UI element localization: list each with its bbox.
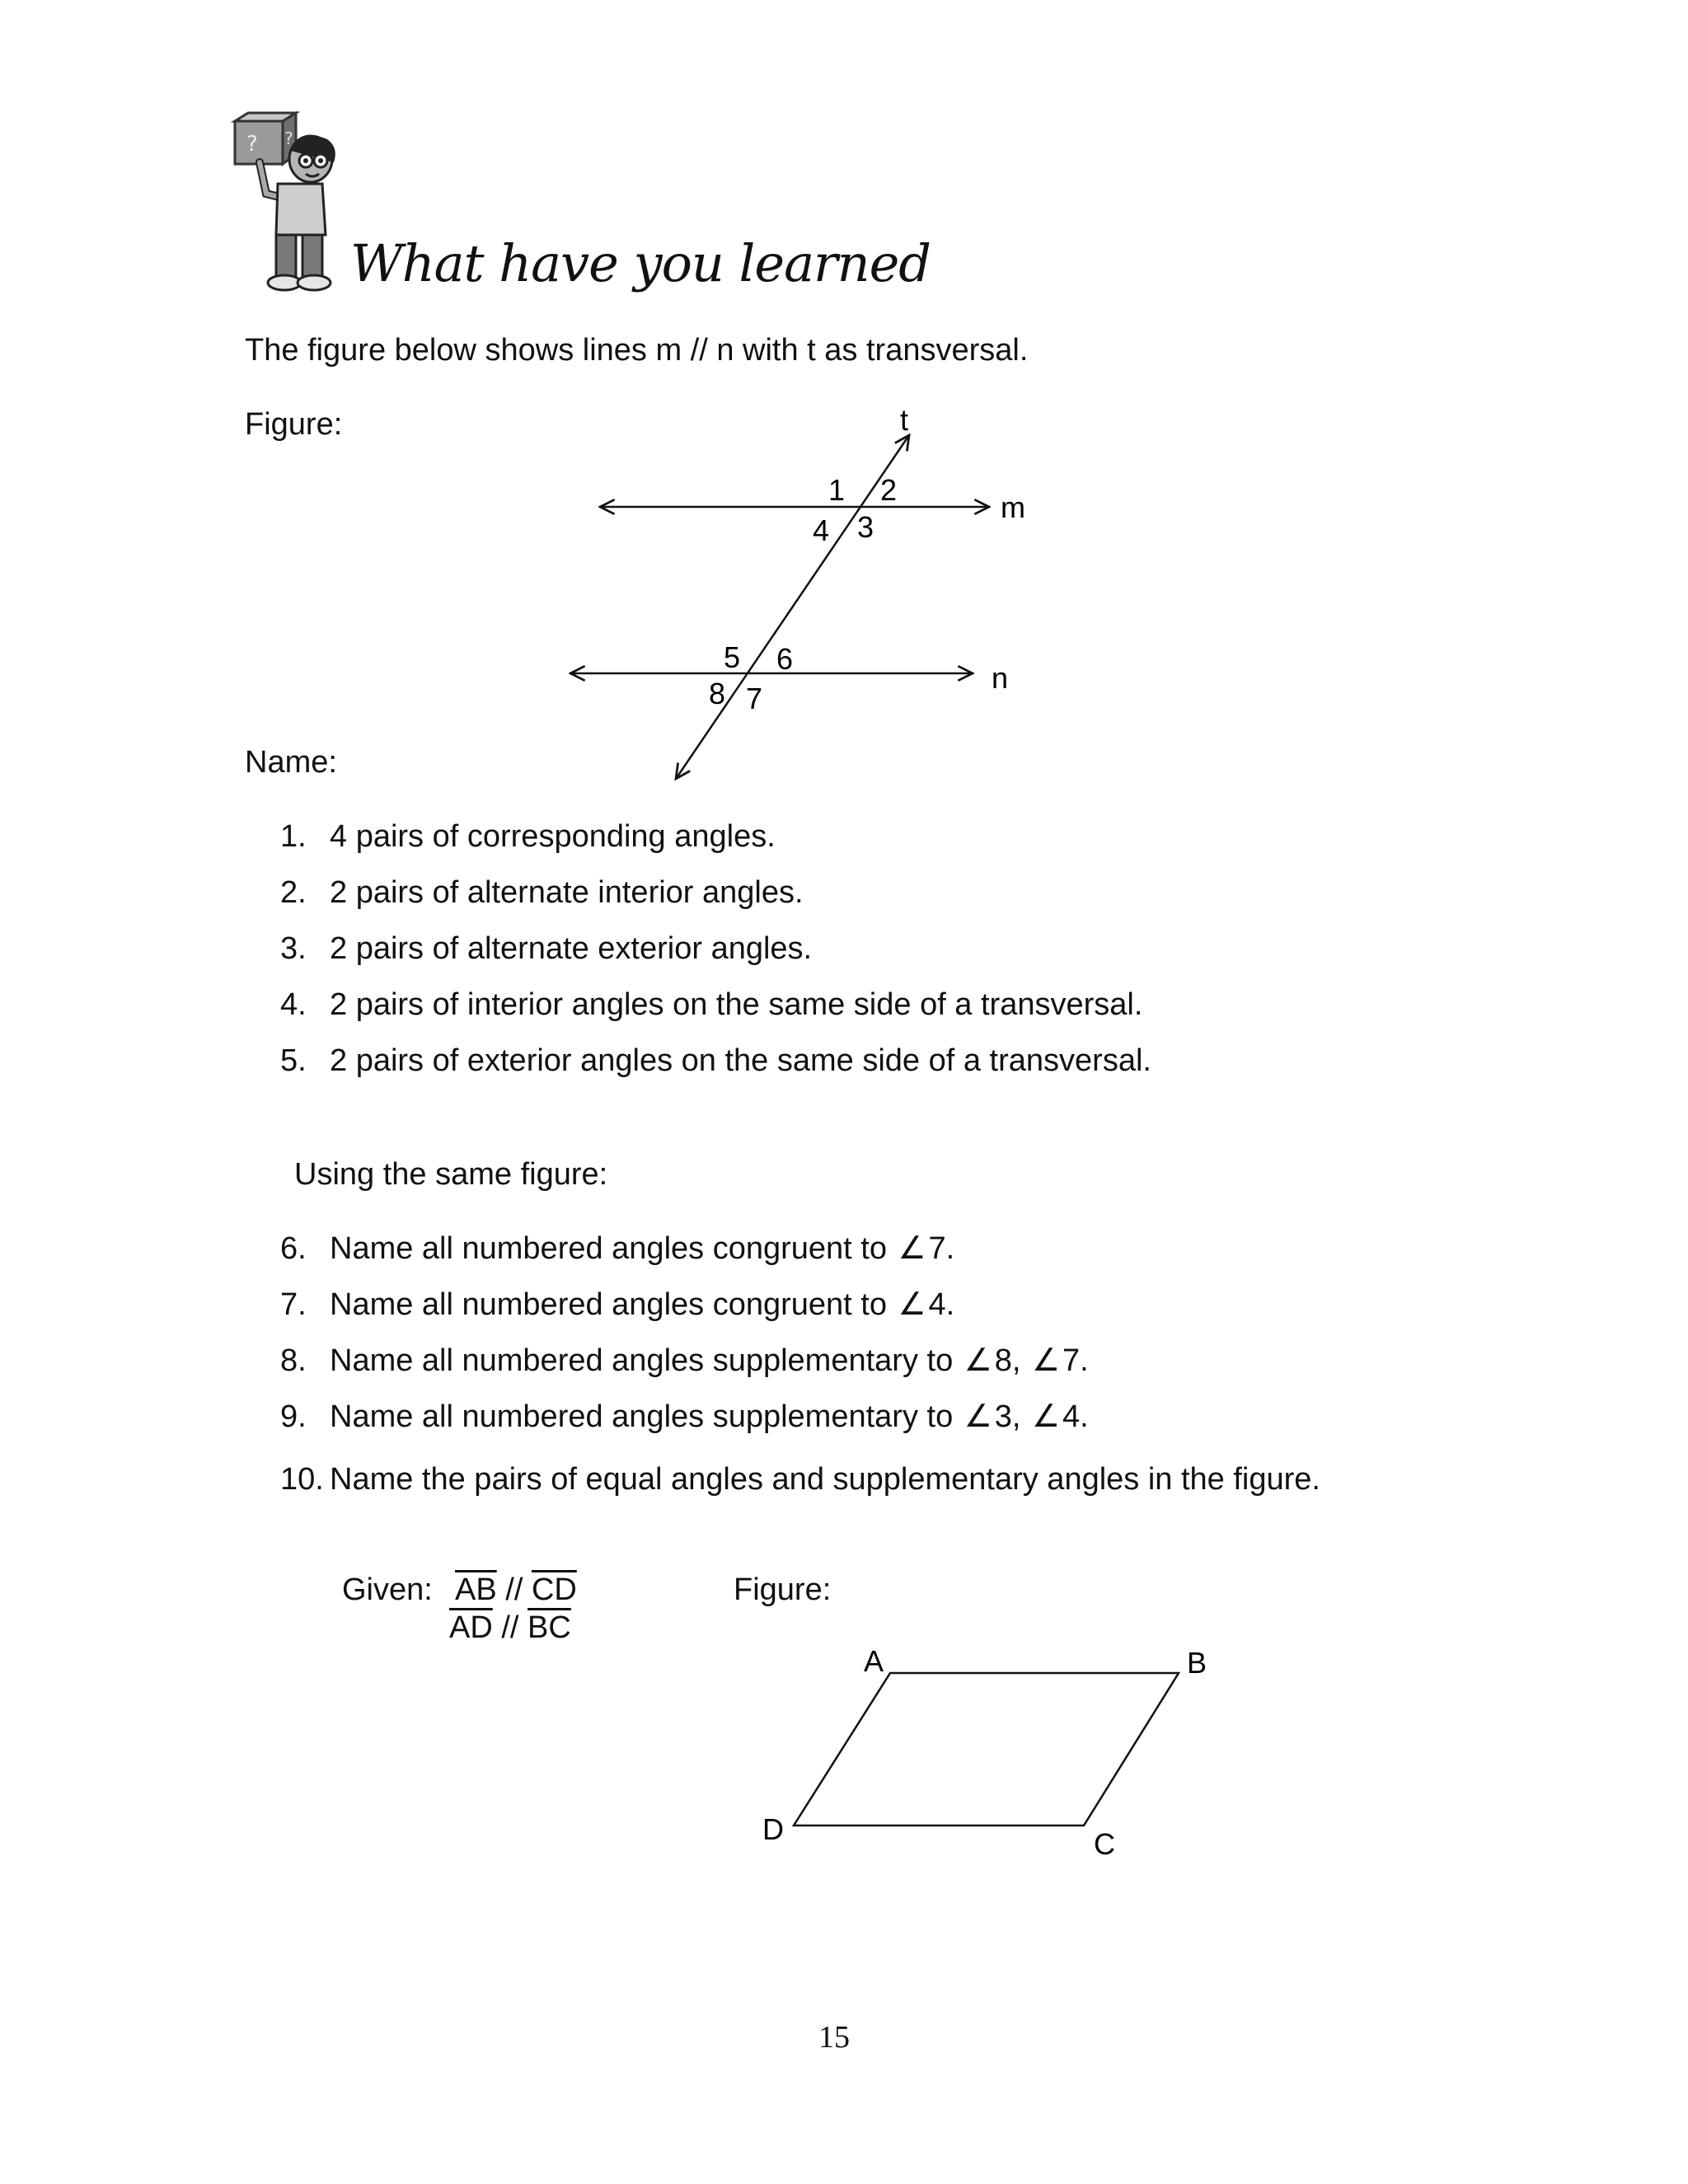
question-text: Name the pairs of equal angles and supplementary angles in the figure.: [330, 1462, 1320, 1497]
given-line-2: [449, 1609, 571, 1647]
angle-ref: 7.: [928, 1231, 955, 1266]
angle-label-6: 6: [776, 642, 794, 676]
section-title: What have you learned: [350, 233, 931, 293]
question-1: [280, 818, 776, 855]
label-m: m: [1001, 490, 1025, 524]
question-text: 4 pairs of corresponding angles.: [330, 819, 776, 854]
given-label: Given:: [342, 1572, 433, 1607]
line-t: [676, 435, 909, 779]
question-text: Name all numbered angles congruent to: [330, 1287, 887, 1322]
angle-ref-b: 4.: [1062, 1399, 1089, 1434]
question-number: 2.: [280, 875, 307, 910]
question-10: [280, 1460, 1320, 1498]
vertex-a: A: [864, 1644, 884, 1678]
angle-label-7: 7: [746, 682, 763, 715]
angle-symbol-icon: ∠: [964, 1343, 992, 1378]
angle-ref-a: 8,: [994, 1343, 1021, 1378]
question-number: 7.: [280, 1287, 307, 1322]
using-same-figure-text: Using the same figure:: [294, 1157, 608, 1192]
question-6: [280, 1230, 954, 1268]
segment-bc: $\overline{BC}$: [528, 1610, 571, 1645]
segment-ad: $\overline{AD}$: [449, 1610, 493, 1645]
mascot-illustration: [218, 111, 350, 297]
question-text: 2 pairs of alternate exterior angles.: [330, 931, 813, 966]
parallel-symbol: //: [505, 1572, 523, 1607]
question-text: Name all numbered angles congruent to: [330, 1231, 887, 1266]
parallelogram-shape: [794, 1673, 1179, 1825]
question-number: 10.: [280, 1462, 324, 1497]
question-number: 9.: [280, 1399, 307, 1434]
angle-symbol-icon: ∠: [1031, 1343, 1061, 1378]
question-number: 1.: [280, 819, 307, 854]
vertex-b: B: [1187, 1646, 1207, 1680]
transversal-figure: [560, 404, 1055, 791]
question-7: [280, 1286, 954, 1324]
segment-ab: $\overline{AB}$: [455, 1572, 497, 1607]
question-5: [280, 1042, 1151, 1080]
label-n: n: [992, 661, 1009, 695]
angle-ref-b: 7.: [1062, 1343, 1089, 1378]
question-4: [280, 986, 1142, 1024]
angle-label-4: 4: [813, 513, 830, 547]
angle-ref: 4.: [928, 1287, 955, 1322]
question-number: 8.: [280, 1343, 307, 1378]
name-label: Name:: [245, 745, 337, 780]
angle-symbol-icon: ∠: [1031, 1399, 1061, 1434]
question-3: [280, 930, 812, 968]
question-text: 2 pairs of exterior angles on the same side of a transversal.: [330, 1043, 1151, 1078]
given-line-1: [455, 1571, 577, 1609]
question-8: [280, 1342, 1089, 1380]
question-text: 2 pairs of interior angles on the same side of a transversal.: [330, 987, 1143, 1022]
angle-label-5: 5: [724, 640, 741, 674]
question-number: 3.: [280, 931, 307, 966]
parallel-symbol: //: [501, 1610, 519, 1645]
question-9: [280, 1398, 1089, 1436]
vertex-c: C: [1094, 1827, 1115, 1861]
angle-symbol-icon: ∠: [898, 1231, 926, 1266]
question-text: Name all numbered angles supplementary to: [330, 1343, 954, 1378]
page-number: 15: [818, 2020, 850, 2055]
question-number: 6.: [280, 1231, 307, 1266]
angle-symbol-icon: ∠: [964, 1399, 992, 1434]
vertex-d: D: [762, 1812, 784, 1846]
segment-cd: $\overline{CD}$: [531, 1572, 577, 1607]
angle-label-8: 8: [709, 677, 726, 710]
svg-text:?: ?: [284, 129, 293, 148]
angle-label-3: 3: [857, 510, 874, 544]
question-2: [280, 874, 804, 912]
question-text: 2 pairs of alternate interior angles.: [330, 875, 804, 910]
parallelogram-figure: [742, 1640, 1236, 1863]
angle-ref-a: 3,: [994, 1399, 1021, 1434]
angle-label-2: 2: [880, 473, 898, 507]
figure-2-label: Figure:: [734, 1572, 832, 1607]
angle-symbol-icon: ∠: [898, 1287, 926, 1322]
question-number: 4.: [280, 987, 307, 1022]
question-number: 5.: [280, 1043, 307, 1078]
svg-text:?: ?: [246, 132, 258, 157]
figure-label: Figure:: [245, 407, 343, 442]
question-text: Name all numbered angles supplementary to: [330, 1399, 954, 1434]
intro-text: The figure below shows lines m // n with t as transversal.: [245, 333, 1029, 368]
label-t: t: [900, 404, 909, 437]
angle-label-1: 1: [828, 473, 846, 507]
